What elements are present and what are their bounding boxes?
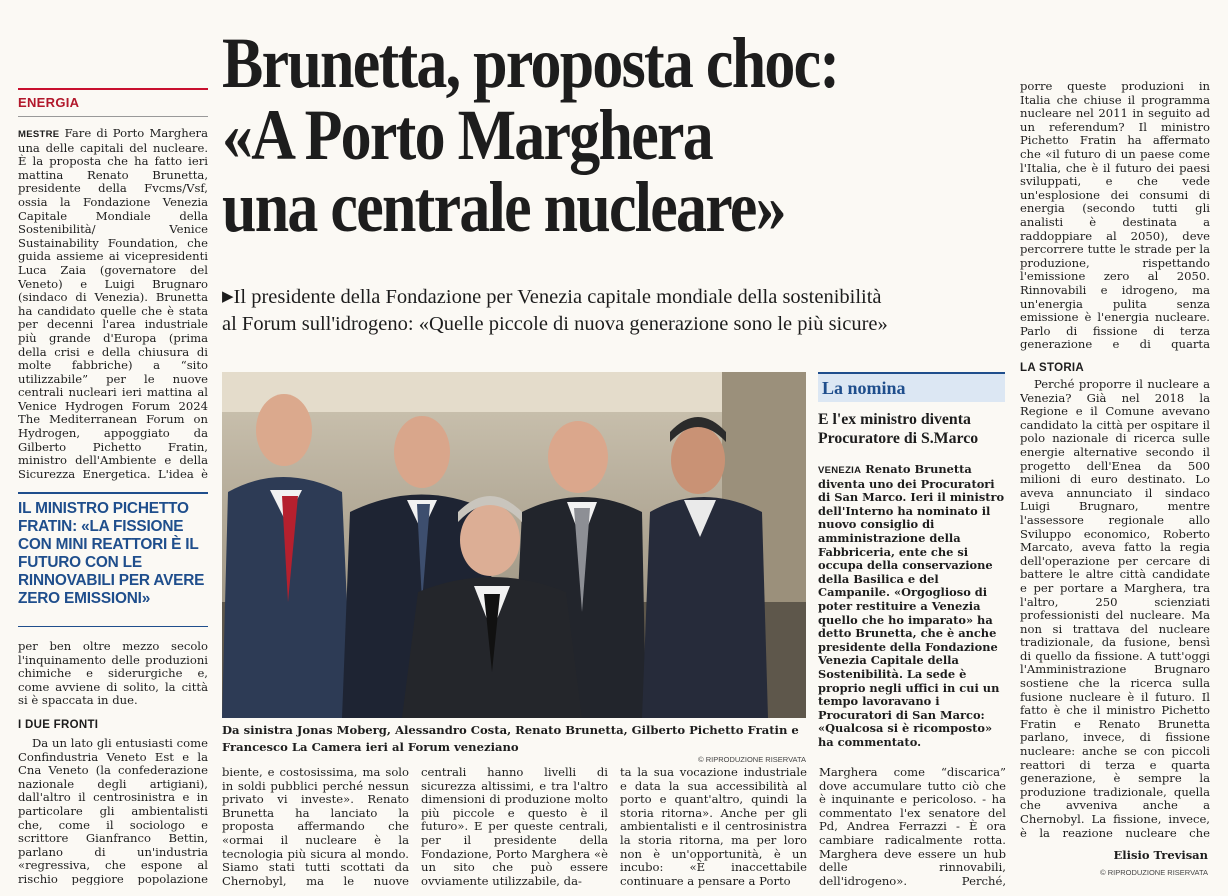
sidebar-rule	[818, 372, 1005, 374]
bottom-col-4: Marghera come “discarica” dove accumulare tutto ciò che è inquinante e pericoloso. - ha commentato l'ex senatore del Pd, Andrea Ferrazzi - È ora cambiare radicalmente rotta. Marghera deve essere un hub delle rinnovabili, dell'idrogeno». Perché,	[819, 766, 1006, 888]
right-col-storia: Perché proporre il nucleare a Venezia? Già nel 2018 la Regione e il Comune avevano candidato la città per ospitare il polo nazionale di ricerca sulle energie alternative secondo il progetto dell'Enea da 500 milioni di euro destinato. Lo aveva annunciato il sindaco Luigi Brugnaro, mentre l'assessore regionale allo Sviluppo economico, Roberto Marcato, aveva fatto la regia dell'operazione per cercare di battere le altre città candidate e per portare a Marghera, tra l'altro, 250 scienziati professionisti del nucleare. Ma non si trattava del nucleare tradizionale, da fusione, bensì di quello da fissione. A tutt'oggi l'Amministrazione Brugnaro sostiene che la ricerca sulla fusione nucleare è il futuro. Il fatto è che il ministro Pichetto Fratin e Renato Brunetta parlano, invece, di fissione nucleare: anche se con piccoli reattori di terza e quarta generazione, è sempre la produzione tradizionale, quella che avveniva anche a Chernobyl. La fissione, invece, è la reazione nucleare che	[1020, 378, 1210, 840]
sidebar-dateline: VENEZIA	[818, 465, 862, 476]
dateline: MESTRE	[18, 129, 60, 140]
headline-line1: Brunetta, proposta choc:	[222, 23, 839, 103]
section-rule	[18, 88, 208, 90]
article-fronti: Da un lato gli entusiasti come Confindustria Veneto Est e la Cna Veneto (la confederazione nazionale degli artigiani), dall'altro il centrosinistra e in particolare gli ambientalisti che, come il sociologo e scrittore Gianfranco Bettin, parlano di un'industria «regressiva, che espone al rischio peggiore popolazione	[18, 737, 208, 885]
bottom-col-2: centrali hanno livelli di sicurezza altissimi, e tra l'altro dimensioni di produzione molto più piccole e questo è il futuro». E per queste centrali, per il presidente della Fondazione, Porto Marghera «è un sito che può essere ovviamente utilizzabile, da-	[421, 766, 608, 888]
bottom-col-1: biente, e costosissima, ma solo in soldi pubblici perché nessun privato vi investe». Renato Brunetta ha lanciato la proposta affermando che «ormai il nucleare è la tecnologia più sicura al mondo. Siamo stati tutti scottati da Chernobyl, ma le nuove	[222, 766, 409, 888]
headline-line2: «A Porto Marghera	[222, 95, 713, 175]
pullquote-rule-bottom	[18, 626, 208, 627]
photo	[222, 372, 806, 718]
pullquote: IL MINISTRO PICHETTO FRATIN: «LA FISSIONE CON MINI REATTORI È IL FUTURO CON LE RINNOVABILI PER AVERE ZERO EMISSIONI»	[18, 500, 205, 607]
sidebar-label: La nomina	[822, 378, 906, 398]
caption-line1: Da sinistra Jonas Moberg, Alessandro Costa, Renato Brunetta, Gilberto Pichetto Fratin e	[222, 723, 799, 737]
subhead-fronti: I DUE FRONTI	[18, 719, 99, 731]
deck-line2: al Forum sull'idrogeno: «Quelle piccole di nuova generazione sono le più sicure»	[222, 313, 888, 335]
sidebar-body	[818, 463, 1005, 753]
sidebar-title-line2: Procuratore di S.Marco	[818, 430, 979, 447]
sidebar-text: Renato Brunetta diventa uno dei Procuratori di San Marco. Ieri il ministro dell'Interno ha nominato il nuovo consiglio di amministrazione della Fabbriceria, ente che si occupa della conservazione della Basilica e del Campanile. «Orgoglioso di poter restituire a Venezia quello che ho imparato» ha detto Brunetta, che è anche presidente della Fondazione Venezia Capitale della Sostenibilità. La sede è proprio negli uffici in cui un tempo lavoravano i Procuratori di San Marco: «Qualcosa si è ricomposto» ha commentato.	[818, 463, 1005, 749]
section-label: ENERGIA	[18, 95, 80, 110]
pullquote-rule	[18, 492, 208, 494]
sidebar-title	[818, 410, 1005, 448]
photo-copyright: © RIPRODUZIONE RISERVATA	[698, 755, 806, 764]
deck-line1: Il presidente della Fondazione per Venezia capitale mondiale della sostenibilità	[233, 286, 882, 308]
headline-line3: una centrale nucleare»	[222, 167, 785, 247]
photo-illustration	[222, 372, 806, 718]
intro-text: Fare di Porto Marghera una delle capitali del nucleare. È la proposta che ha fatto ieri mattina Renato Brunetta, presidente della Fvcms/Vsf, ossia la Fondazione Venezia Capitale Mondiale della Sostenibilità/ Venice Sustainability Foundation, che guida assieme ai vicepresidenti Luca Zaia (governatore del Veneto) e Luigi Brugnaro (sindaco di Venezia). Brunetta ha candidato quelle che è stata per decenni l'area industriale più grande d'Europa (prima della crisi e della chiusura di molte fabbriche) a “sito utilizzabile” per le nuove centrali nucleari ieri mattina al Venice Hydrogen Forum 2024 The Mediterranean Forum on Hydrogen, appoggiato da Gilberto Pichetto Fratin, ministro dell'Ambiente e della Sicurezza Energetica. L'idea è	[18, 127, 208, 481]
article-continuation: per ben oltre mezzo secolo l'inquinamento delle produzioni chimiche e siderurgiche e, come avviene di solito, la città si è spaccata in due.	[18, 640, 208, 708]
right-copyright: © RIPRODUZIONE RISERVATA	[1100, 868, 1208, 877]
right-col-top: porre queste produzioni in Italia che chiuse il programma nucleare nel 2011 in seguito ad un referendum? Il ministro Pichetto Fratin ha affermato che «il futuro di un paese come l'Italia, che è il futuro dei paesi sviluppati, e che vede un'esplosione dei consumi di energia (secondo tutti gli analisti è destinata a raddoppiare al 2050), deve percorrere tutte le strade per la produzione, rispettando l'emissione zero al 2050. Rinnovabili e idrogeno, ma un'energia pulita senza emissione è l'energia nucleare. Parlo di fissione di terza generazione e di quarta	[1020, 80, 1210, 352]
sidebar-title-line1: E l'ex ministro diventa	[818, 411, 971, 428]
triangle-marker-icon: ▶	[222, 289, 234, 305]
section-underline	[18, 116, 208, 117]
caption-line2: Francesco La Camera ieri al Forum veneziano	[222, 740, 519, 754]
deck	[222, 284, 1022, 338]
photo-caption	[222, 722, 806, 756]
headline	[222, 23, 901, 247]
subhead-storia: LA STORIA	[1020, 362, 1085, 374]
bottom-col-3: ta la sua vocazione industriale e data la sua accessibilità al porto e quant'altro, quindi la storia ritorna». Anche per gli ambientalisti e il centrosinistra la storia ritorna, ma per loro non è un'opportunità, è un incubo: «È inaccettabile continuare a pensare a Porto	[620, 766, 807, 888]
article-intro	[18, 127, 208, 482]
author: Elisio Trevisan	[1113, 848, 1208, 862]
